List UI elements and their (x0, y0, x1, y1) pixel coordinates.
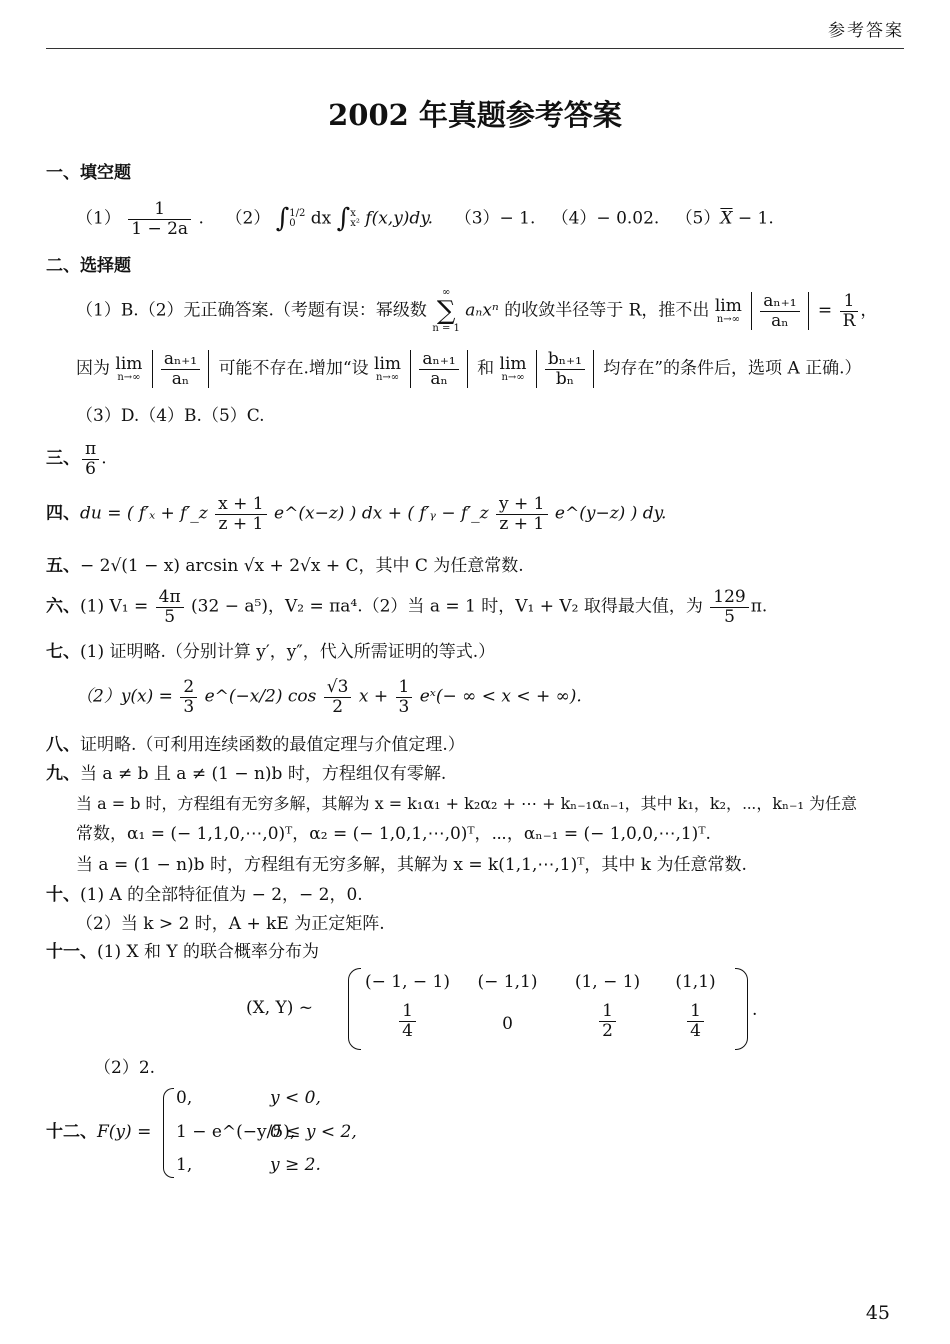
s4-f2num: y + 1 (496, 495, 547, 515)
section-1-heading: 一、填空题 (46, 163, 131, 183)
s3-num: π (82, 440, 99, 460)
prob-1-den: 4 (402, 1020, 413, 1041)
s11-end: . (752, 1000, 758, 1020)
s7-l2b: e^(−x/2) cos (204, 686, 317, 707)
s10-line-1 (46, 885, 363, 905)
lim-sub: n→∞ (117, 371, 141, 383)
s6-c: π. (750, 596, 768, 617)
s7-n1: 2 (180, 678, 197, 698)
s6-num2: 129 (710, 588, 748, 608)
s11-line-2: （2）2. (94, 1058, 156, 1078)
pi-over-6 (82, 440, 99, 478)
piecewise-brace (163, 1088, 174, 1178)
s6-a: (1) V₁ = (80, 596, 149, 617)
b-ratio-den: bₙ (555, 368, 575, 389)
s7-d3: 3 (398, 696, 410, 717)
s4-f1den: z + 1 (218, 513, 264, 534)
case-1-cond: y < 0, (270, 1088, 321, 1108)
s1-int-limits (289, 209, 305, 229)
s2-line-2 (76, 350, 862, 388)
lim-word: lim (374, 353, 402, 374)
section-12-heading: 十二、 (46, 1122, 97, 1142)
s1-item2-dx: dx (310, 208, 332, 229)
prob-3-num: 1 (599, 1002, 616, 1022)
s4-line (46, 495, 666, 533)
s6-b: (32 − a⁵)，V₂ = πa⁴.（2）当 a = 1 时，V₁ + V₂ 取得最大值，为 (191, 596, 703, 617)
sum-term: aₙxⁿ (465, 300, 499, 321)
s7-l2c: x + (358, 686, 389, 707)
ratio-num: aₙ₊₁ (161, 350, 200, 370)
case-3-value: 1, (176, 1155, 193, 1175)
s2-line-1 (76, 288, 877, 334)
matrix-col-3: (1, − 1) (574, 972, 641, 992)
s9-line-2: 当 a = b 时，方程组有无穷多解，其解为 x = k₁α₁ + k₂α₂ + ⋯ + kₙ₋₁αₙ₋₁，其中 k₁，k₂，⋯，kₙ₋₁ 为任意 (76, 794, 857, 813)
s1-item2-label: （2） (225, 208, 271, 229)
limit-3 (374, 353, 402, 383)
limit-4 (499, 353, 527, 383)
lim-sub: n→∞ (375, 371, 400, 383)
prob-4-num: 1 (687, 1002, 704, 1022)
s2-l1a: （1）B.（2）无正确答案.（考题有误：幂级数 (76, 300, 427, 321)
s11-line-1 (46, 942, 319, 962)
s1-item1-den: 1 − 2a (131, 218, 189, 239)
s7-d1: 3 (183, 696, 195, 717)
ratio-den: aₙ (430, 368, 448, 389)
s1-inner-lo: x² (350, 218, 360, 230)
section-10-heading: 十、 (46, 885, 80, 905)
s7-l1: (1) 证明略.（分别计算 y′，y″，代入所需证明的等式.） (80, 642, 496, 662)
s4-f2den: z + 1 (499, 513, 545, 534)
s6-den: 5 (164, 606, 176, 627)
matrix-col-4: (1,1) (675, 972, 716, 992)
prob-4-den: 4 (690, 1020, 701, 1041)
s4-frac-1 (215, 495, 266, 533)
integral-sign-icon: ∫ (336, 203, 351, 234)
ratio-den: aₙ (771, 310, 789, 331)
section-2-heading: 二、选择题 (46, 256, 131, 276)
abs-ratio-1 (751, 292, 808, 330)
s7-n2: √3 (324, 678, 352, 698)
s7-l2a: （2）y(x) = (76, 686, 173, 707)
s11-l1: (1) X 和 Y 的联合概率分布为 (97, 942, 320, 962)
s4-frac-2 (496, 495, 547, 533)
s9-l1: 当 a ≠ b 且 a ≠ (1 − n)b 时，方程组仅有零解. (80, 764, 447, 784)
s2-l2c: 和 (477, 358, 495, 379)
section-7-heading: 七、 (46, 642, 80, 662)
summation-sign (432, 288, 460, 334)
s1-inner-limits (350, 209, 360, 229)
lim-sub: n→∞ (716, 313, 740, 325)
ratio-num: aₙ₊₁ (419, 350, 458, 370)
s6-num: 4π (156, 588, 184, 608)
s1-int-up: 1/2 (289, 208, 306, 220)
s12-lhs-line (46, 1122, 151, 1142)
s5-text: − 2√(1 − x) arcsin √x + 2√x + C，其中 C 为任意常数. (80, 556, 524, 576)
s6-frac-2 (710, 588, 748, 626)
one-over-r (840, 292, 859, 330)
matrix-col-2: (− 1,1) (477, 972, 538, 992)
limit-1 (714, 295, 742, 325)
s12-lhs: F(y) = (97, 1122, 152, 1142)
s1-item1-end: . (198, 208, 204, 229)
case-2-cond: 0 ≤ y < 2, (270, 1122, 357, 1142)
lim-word: lim (499, 353, 527, 374)
s1-item5-xbar: $\overline{X}$ (720, 208, 733, 229)
s11-lhs: (X, Y) ~ (246, 998, 314, 1018)
ratio-den: aₙ (171, 368, 190, 389)
r-num: 1 (840, 292, 859, 312)
s1-item4: （4）− 0.02. (551, 208, 660, 229)
s9-line-4: 当 a = (1 − n)b 时，方程组有无穷多解，其解为 x = k(1,1,⋯,1)ᵀ，其中 k 为任意常数. (76, 855, 747, 875)
s1-item3: （3）− 1. (454, 208, 536, 229)
s4-f1num: x + 1 (215, 495, 266, 515)
matrix-col-1: (− 1, − 1) (365, 972, 450, 992)
page-title: 2002 年真题参考答案 (328, 98, 622, 132)
s4-b: e^(x−z) ) dx + ( f′ᵧ − f′_z (274, 503, 489, 524)
s1-inner-up: x (350, 208, 356, 220)
s7-line-1 (46, 642, 495, 662)
sum-bottom: n = 1 (432, 323, 460, 334)
s3-line (46, 440, 107, 478)
lim-word: lim (714, 295, 742, 316)
section-3-heading: 三、 (46, 448, 80, 469)
s3-den: 6 (85, 458, 96, 479)
s7-n3: 1 (396, 678, 413, 698)
section-4-heading: 四、 (46, 503, 80, 524)
s9-line-1 (46, 764, 446, 784)
case-3-cond: y ≥ 2. (270, 1155, 321, 1175)
limit-2 (115, 353, 143, 383)
section-11-heading: 十一、 (46, 942, 97, 962)
s6-den2: 5 (724, 606, 735, 627)
s2-l1b: 的收敛半径等于 R，推不出 (504, 300, 710, 321)
s10-l1: (1) A 的全部特征值为 − 2，− 2，0. (80, 885, 363, 905)
s7-frac-1 (180, 678, 197, 716)
case-1-value: 0, (176, 1088, 193, 1108)
prob-3 (560, 1002, 655, 1040)
header-rule (46, 48, 904, 49)
s7-d2: 2 (332, 696, 344, 717)
s1-item5-rest: − 1. (732, 208, 774, 229)
prob-4 (648, 1002, 743, 1040)
s1-item1-label: （1） (76, 208, 121, 229)
s1-item2-body: f(x,y)dy. (365, 208, 434, 229)
s2-comma: ， (860, 300, 878, 321)
section-8-heading: 八、 (46, 735, 80, 755)
s10-line-2: （2）当 k > 2 时，A + kE 为正定矩阵. (76, 914, 385, 934)
prob-2: 0 (502, 1014, 513, 1034)
s4-a: du = ( f′ₓ + f′_z (80, 503, 208, 524)
s4-c: e^(y−z) ) dy. (554, 503, 667, 524)
lim-sub: n→∞ (501, 371, 525, 383)
s7-frac-3 (396, 678, 413, 716)
s2-l2b: 可能不存在.增加“设 (218, 358, 369, 379)
s1-answers-line (76, 200, 774, 238)
running-header: 参考答案 (828, 21, 904, 41)
s3-end: . (101, 448, 107, 469)
s1-int-lo: 0 (289, 218, 296, 230)
sigma-icon: ∑ (436, 296, 456, 326)
prob-1-num: 1 (399, 1002, 416, 1022)
ratio-num: aₙ₊₁ (760, 292, 799, 312)
s1-item5-label: （5） (675, 208, 721, 229)
prob-3-den: 2 (602, 1020, 613, 1041)
s8-line (46, 735, 465, 755)
s2-line-3: （3）D.（4）B.（5）C. (76, 406, 265, 426)
s1-item1-fraction (128, 200, 191, 238)
s7-line-2 (76, 678, 582, 716)
s6-line (46, 588, 767, 626)
s2-l2d: 均存在”的条件后，选项 A 正确.） (603, 358, 862, 379)
r-den: R (842, 310, 856, 331)
s7-frac-2 (324, 678, 352, 716)
s5-line (46, 556, 524, 576)
prob-1 (360, 1002, 455, 1040)
s7-l2d: eˣ(− ∞ < x < + ∞). (419, 686, 582, 707)
abs-ratio-b (536, 350, 594, 388)
integral-sign-icon: ∫ (275, 203, 290, 234)
lim-word: lim (115, 353, 143, 374)
joint-distribution-matrix (348, 968, 748, 1050)
section-6-heading: 六、 (46, 596, 80, 617)
case-2-value: 1 − e^(−y/5), (176, 1122, 296, 1142)
section-9-heading: 九、 (46, 764, 80, 784)
page-number: 45 (865, 1302, 890, 1324)
s6-frac-1 (156, 588, 184, 626)
s8-text: 证明略.（可利用连续函数的最值定理与介值定理.） (80, 735, 465, 755)
section-5-heading: 五、 (46, 556, 80, 576)
s2-eq: = (817, 300, 833, 321)
sum-top: ∞ (441, 287, 451, 298)
b-ratio-num: bₙ₊₁ (545, 350, 585, 370)
s2-l2a: 因为 (76, 358, 110, 379)
s1-item1-num: 1 (128, 200, 191, 220)
s9-line-3: 常数，α₁ = (− 1,1,0,⋯,0)ᵀ，α₂ = (− 1,0,1,⋯,0)ᵀ，⋯，αₙ₋₁ = (− 1,0,0,⋯,1)ᵀ. (76, 824, 711, 844)
abs-ratio-2 (152, 350, 209, 388)
abs-ratio-3 (410, 350, 467, 388)
